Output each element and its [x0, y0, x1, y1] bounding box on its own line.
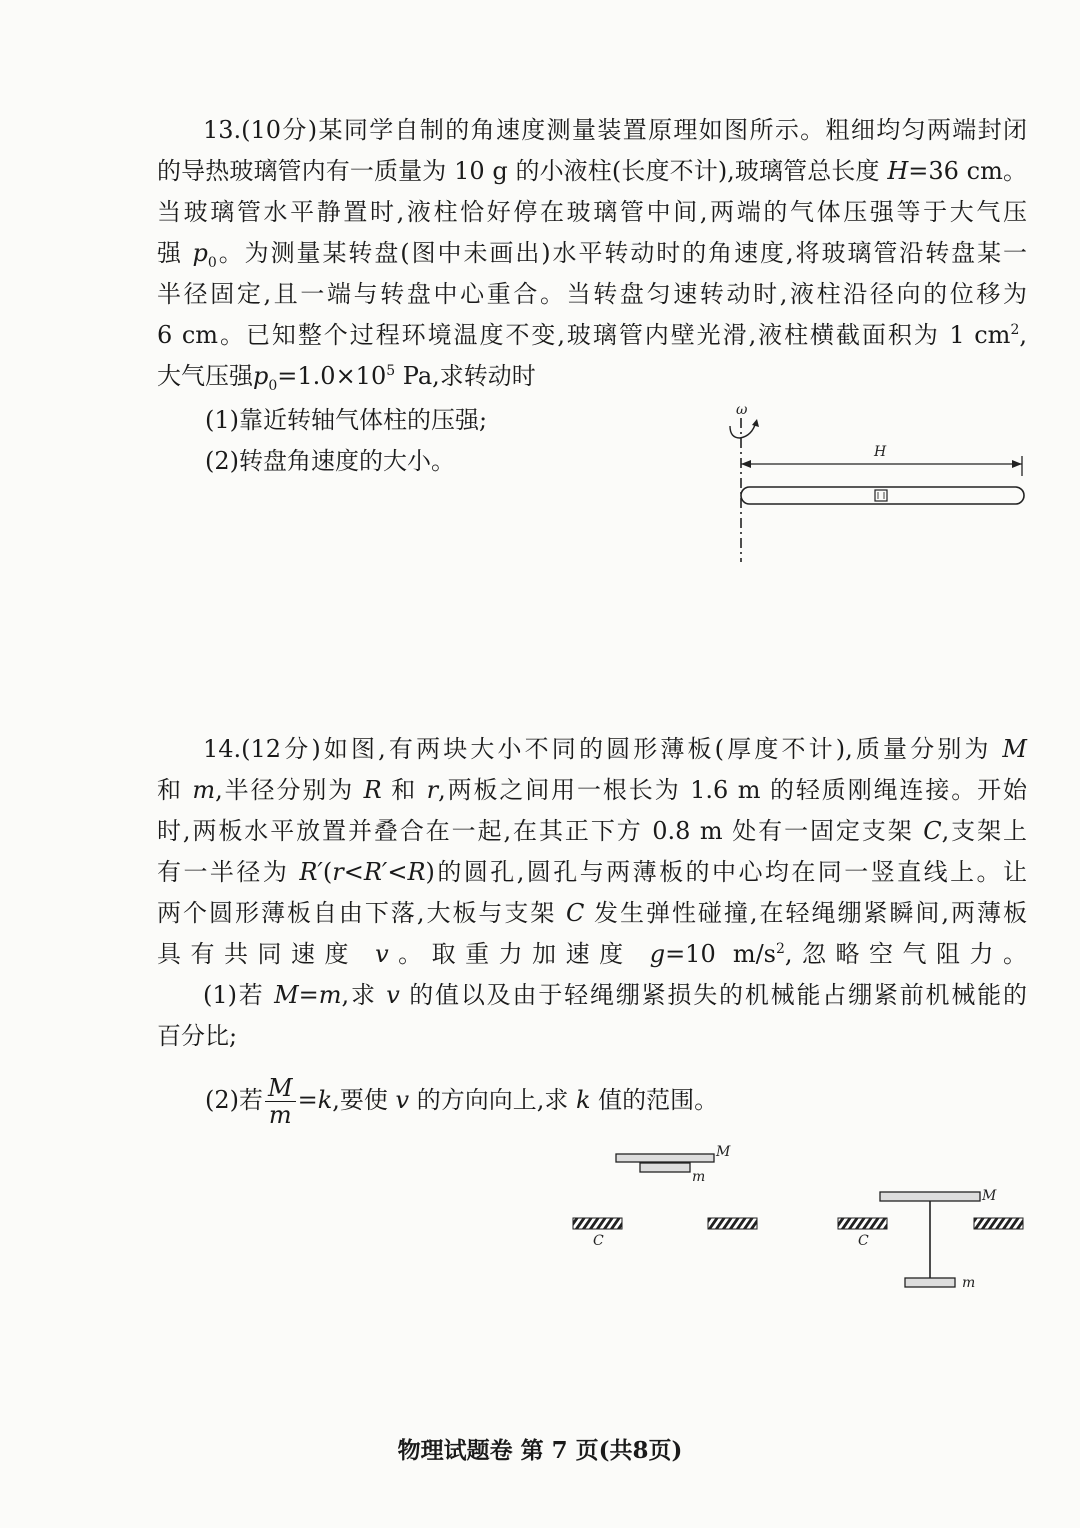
q13-line-1: 13.(10分)某同学自制的角速度测量装置原理如图所示。粗细均匀两端封闭	[203, 116, 1027, 144]
large-plate-M	[616, 1154, 714, 1162]
mass-ratio-fraction: $\frac{M}{m}$	[265, 1075, 296, 1128]
support-left	[573, 1218, 622, 1229]
support-right	[708, 1218, 757, 1229]
support-left-2	[838, 1218, 887, 1229]
q14-line-2: 和 m,半径分别为 R 和 r,两板之间用一根长为 1.6 m 的轻质刚绳连接。开始	[157, 776, 1027, 804]
rotation-arrow-icon	[730, 422, 756, 438]
q13-line-7: 大气压强$p_0=1.0\times 10^5$ Pa,求转动时	[157, 362, 536, 394]
support-right-2	[974, 1218, 1023, 1229]
svg-text:C: C	[858, 1233, 869, 1249]
length-label-H: H	[874, 444, 887, 460]
omega-label: ω	[736, 402, 748, 418]
q14-subquestion-2: (2)若 $\frac{M}{m}$ =k,要使 v 的方向向上,求 k 值的范围。	[205, 1074, 719, 1129]
q13-subquestion-2: (2)转盘角速度的大小。	[205, 447, 455, 475]
q14-subquestion-1: (1)若 M=m,求 v 的值以及由于轻绳绷紧损失的机械能占绷紧前机械能的	[203, 981, 1027, 1009]
svg-text:M: M	[716, 1144, 731, 1160]
q13-subquestion-1: (1)靠近转轴气体柱的压强;	[205, 406, 488, 434]
q14-line-4: 有一半径为 R′(r<R′<R)的圆孔,圆孔与两薄板的中心均在同一竖直线上。让	[157, 858, 1027, 886]
page-footer: 物理试题卷 第 7 页(共8页)	[397, 1437, 683, 1464]
svg-text:m: m	[962, 1275, 976, 1291]
q13-line-6: 6 cm。已知整个过程环境温度不变,玻璃管内壁光滑,液柱横截面积为 1 $cm^2$,	[157, 321, 1027, 349]
svg-text:M: M	[982, 1188, 997, 1204]
small-plate-m-2	[905, 1278, 955, 1287]
q13-line-2: 的导热玻璃管内有一质量为 10 g 的小液柱(长度不计),玻璃管总长度 H=36 cm。	[157, 157, 1027, 185]
q13-line-3: 当玻璃管水平静置时,液柱恰好停在玻璃管中间,两端的气体压强等于大气压	[157, 198, 1027, 226]
liquid-column	[875, 490, 887, 501]
q14-line-5: 两个圆形薄板自由下落,大板与支架 C 发生弹性碰撞,在轻绳绷紧瞬间,两薄板	[157, 899, 1027, 927]
q13-line-4: 强 $p_0$。为测量某转盘(图中未画出)水平转动时的角速度,将玻璃管沿转盘某一	[157, 239, 1028, 271]
q13-figure	[720, 400, 1040, 570]
svg-text:m: m	[692, 1169, 706, 1185]
svg-text:C: C	[593, 1233, 604, 1249]
q14-line-1: 14.(12分)如图,有两块大小不同的圆形薄板(厚度不计),质量分别为 M	[203, 735, 1027, 763]
question-13-text	[157, 110, 1027, 397]
question-14-text	[157, 729, 1027, 1057]
figure-before-fall	[573, 1144, 757, 1249]
q14-line-6: 具有共同速度 v。取重力加速度 g=10 $m/s^2$,忽略空气阻力。	[157, 940, 1027, 968]
small-plate-m	[640, 1163, 690, 1172]
figure-rope-taut	[838, 1188, 1023, 1291]
q14-figures	[560, 1140, 1040, 1300]
q14-line-3: 时,两板水平放置并叠合在一起,在其正下方 0.8 m 处有一固定支架 C,支架上	[157, 817, 1027, 845]
q14-subquestion-1-cont: 百分比;	[157, 1022, 238, 1050]
q13-line-5: 半径固定,且一端与转盘中心重合。当转盘匀速转动时,液柱沿径向的位移为	[157, 280, 1027, 308]
large-plate-M-2	[880, 1192, 980, 1201]
